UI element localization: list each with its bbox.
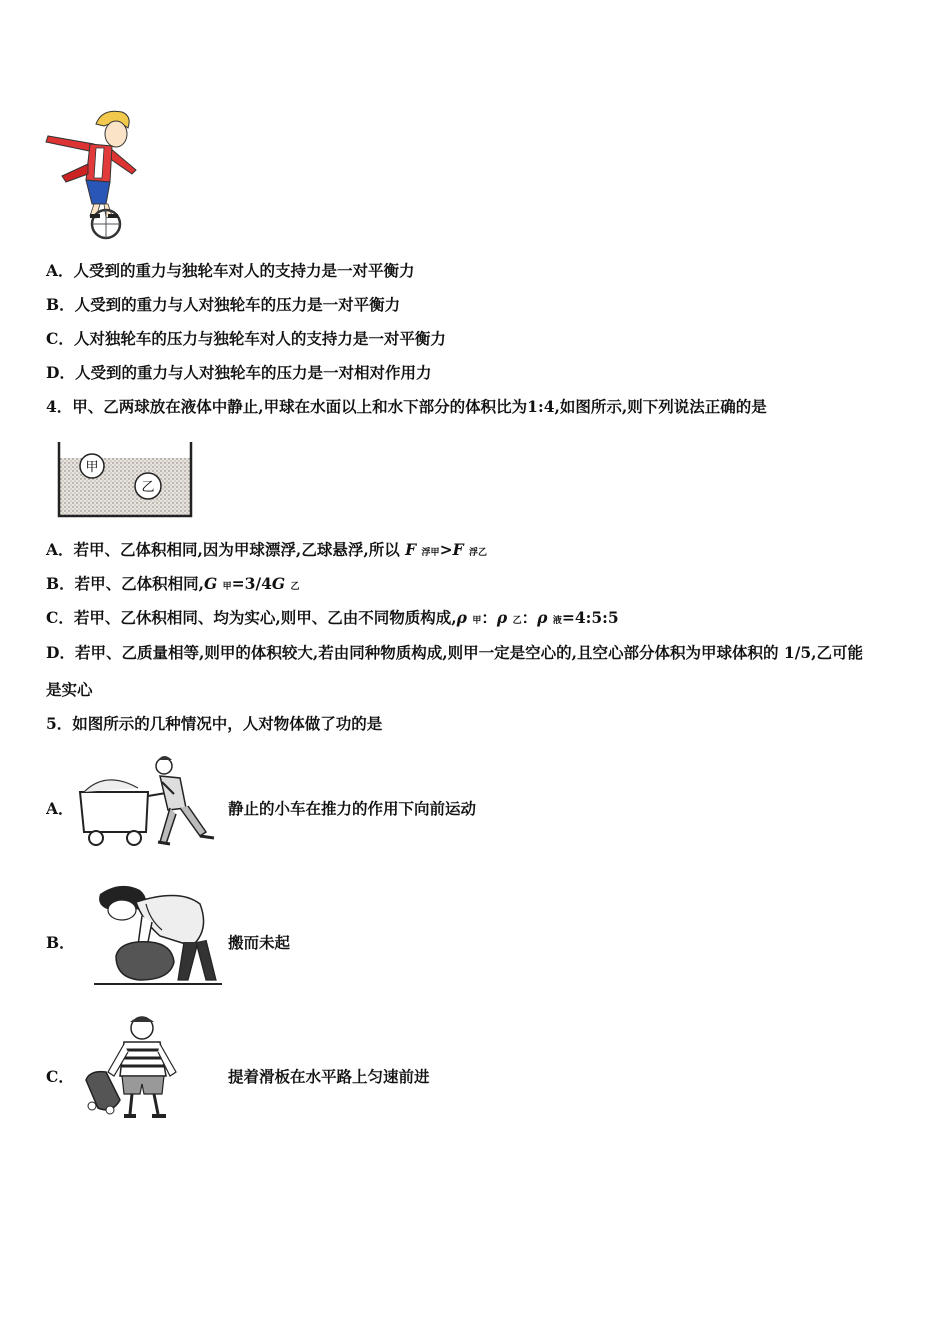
q5-option-b-text: 搬而未起: [228, 933, 291, 952]
ball-jia-label: 甲: [85, 460, 99, 475]
q5-option-a-text: 静止的小车在推力的作用下向前运动: [228, 799, 477, 818]
q4-option-c: C．若甲、乙休积相同、均为实心,则甲、乙由不同物质构成,ρ 甲：ρ 乙：ρ 液=4:5:5: [46, 608, 619, 627]
lifting-rock-figure: [80, 880, 222, 988]
q5-option-c-label: C．: [46, 1067, 74, 1086]
q3-option-c: C．人对独轮车的压力与独轮车对人的支持力是一对平衡力: [46, 329, 446, 348]
q5-option-b-label: B．: [46, 933, 75, 952]
unicycle-rider-figure: [44, 106, 140, 242]
carrying-skateboard-figure: [80, 1010, 212, 1124]
q3-option-d: D．人受到的重力与人对独轮车的压力是一对相对作用力: [46, 363, 432, 382]
pushing-cart-figure: [76, 752, 222, 852]
q5-option-c-text: 提着滑板在水平路上匀速前进: [228, 1067, 430, 1086]
q3-option-a: A．人受到的重力与独轮车对人的支持力是一对平衡力: [46, 261, 415, 280]
ball-yi-label: 乙: [141, 480, 155, 495]
q4-option-b: B．若甲、乙体积相同,G 甲=3/4G 乙: [46, 574, 300, 593]
q4-option-a: A．若甲、乙体积相同,因为甲球漂浮,乙球悬浮,所以 F 浮甲>F 浮乙: [46, 540, 487, 559]
q4-stem: 4．甲、乙两球放在液体中静止,甲球在水面以上和水下部分的体积比为1:4,如图所示,则下列说法正确的是: [46, 397, 767, 416]
q4-option-d-line2: 是实心: [46, 680, 93, 699]
q5-option-a-label: A．: [46, 799, 74, 818]
q5-stem: 5．如图所示的几种情况中，人对物体做了功的是: [46, 714, 383, 733]
q3-option-b: B．人受到的重力与人对独轮车的压力是一对平衡力: [46, 295, 401, 314]
liquid-container-figure: [56, 442, 194, 520]
q4-option-d-line1: D．若甲、乙质量相等,则甲的体积较大,若由同种物质构成,则甲一定是空心的,且空心部分体积为甲球体积的 1/5,乙可能: [46, 643, 864, 662]
